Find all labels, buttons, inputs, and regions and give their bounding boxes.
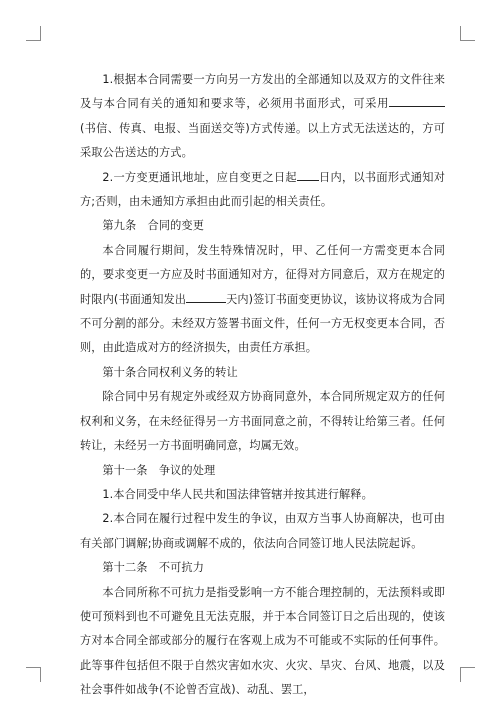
section-heading-10: 第十条合同权利义务的转让 bbox=[102, 365, 238, 379]
paragraph-dispute: 2.本合同在履行过程中发生的争议，由双方当事人协商解决，也可由有关部门调解;协商或调解不成的，依法向合同签订地人民法院起诉。 bbox=[80, 512, 445, 550]
section-heading-11: 第十一条 争议的处理 bbox=[102, 463, 216, 477]
paragraph-address-change bbox=[80, 166, 445, 215]
paragraph-text: 日内，以书面形式通知对方;否则，由未通知方承担由此而引起的相关责任。 bbox=[80, 170, 445, 209]
fill-blank bbox=[186, 289, 208, 303]
crop-mark-top-left bbox=[26, 26, 41, 41]
fill-blank bbox=[389, 93, 445, 107]
fill-blank bbox=[297, 167, 319, 181]
section-heading-12: 第十二条 不可抗力 bbox=[102, 561, 204, 575]
paragraph-text: 天内)签订书面变更协议，该协议将成为合同不可分割的部分。未经双方签署书面文件，任何一方无权变更本合同，否则，由此造成对方的经济损失，由责任方承担。 bbox=[80, 292, 445, 355]
paragraph-contract-change bbox=[80, 239, 445, 361]
paragraph-notice-method bbox=[80, 68, 445, 166]
paragraph-text: (书信、传真、电报、当面送交等)方式传递。以上方式无法送达的，方可采取公告送达的方式。 bbox=[80, 121, 445, 160]
document-page bbox=[80, 68, 445, 703]
fill-blank bbox=[208, 289, 226, 303]
paragraph-text: 本合同履行期间，发生特殊情况时，甲、乙任何一方需变更本合同的，要求变更一方应及时书面通知对方，征得对方同意后，双方在规定的时限内(书面通知发出 bbox=[80, 243, 445, 306]
paragraph-text: 2.一方变更通讯地址，应自变更之日起 bbox=[102, 170, 297, 184]
paragraph-force-majeure: 本合同所称不可抗力是指受影响一方不能合理控制的，无法预料或即使可预料到也不可避免且无法克服，并于本合同签订日之后出现的，使该方对本合同全部或部分的履行在客观上成为不可能或不实际的任何事件。此等事件包括但不限于自然灾害如水灾、火灾、旱灾、台风、地震，以及社会事件如战争(不论曾否宣战)、动乱、罢工， bbox=[80, 585, 445, 697]
paragraph-governing-law: 1.本合同受中华人民共和国法律管辖并按其进行解释。 bbox=[102, 487, 373, 501]
paragraph-text: 1.根据本合同需要一方向另一方发出的全部通知以及双方的文件往来及与本合同有关的通知和要求等，必须用书面形式，可采用 bbox=[80, 73, 445, 111]
crop-mark-bottom-right bbox=[460, 667, 475, 682]
section-heading-9: 第九条 合同的变更 bbox=[102, 219, 204, 233]
paragraph-transfer: 除合同中另有规定外或经双方协商同意外，本合同所规定双方的任何权利和义务，在未经征得另一方书面同意之前，不得转让给第三者。任何转让，未经另一方书面明确同意，均属无效。 bbox=[80, 390, 445, 453]
crop-mark-top-right bbox=[460, 26, 475, 41]
crop-mark-bottom-left bbox=[26, 667, 41, 682]
